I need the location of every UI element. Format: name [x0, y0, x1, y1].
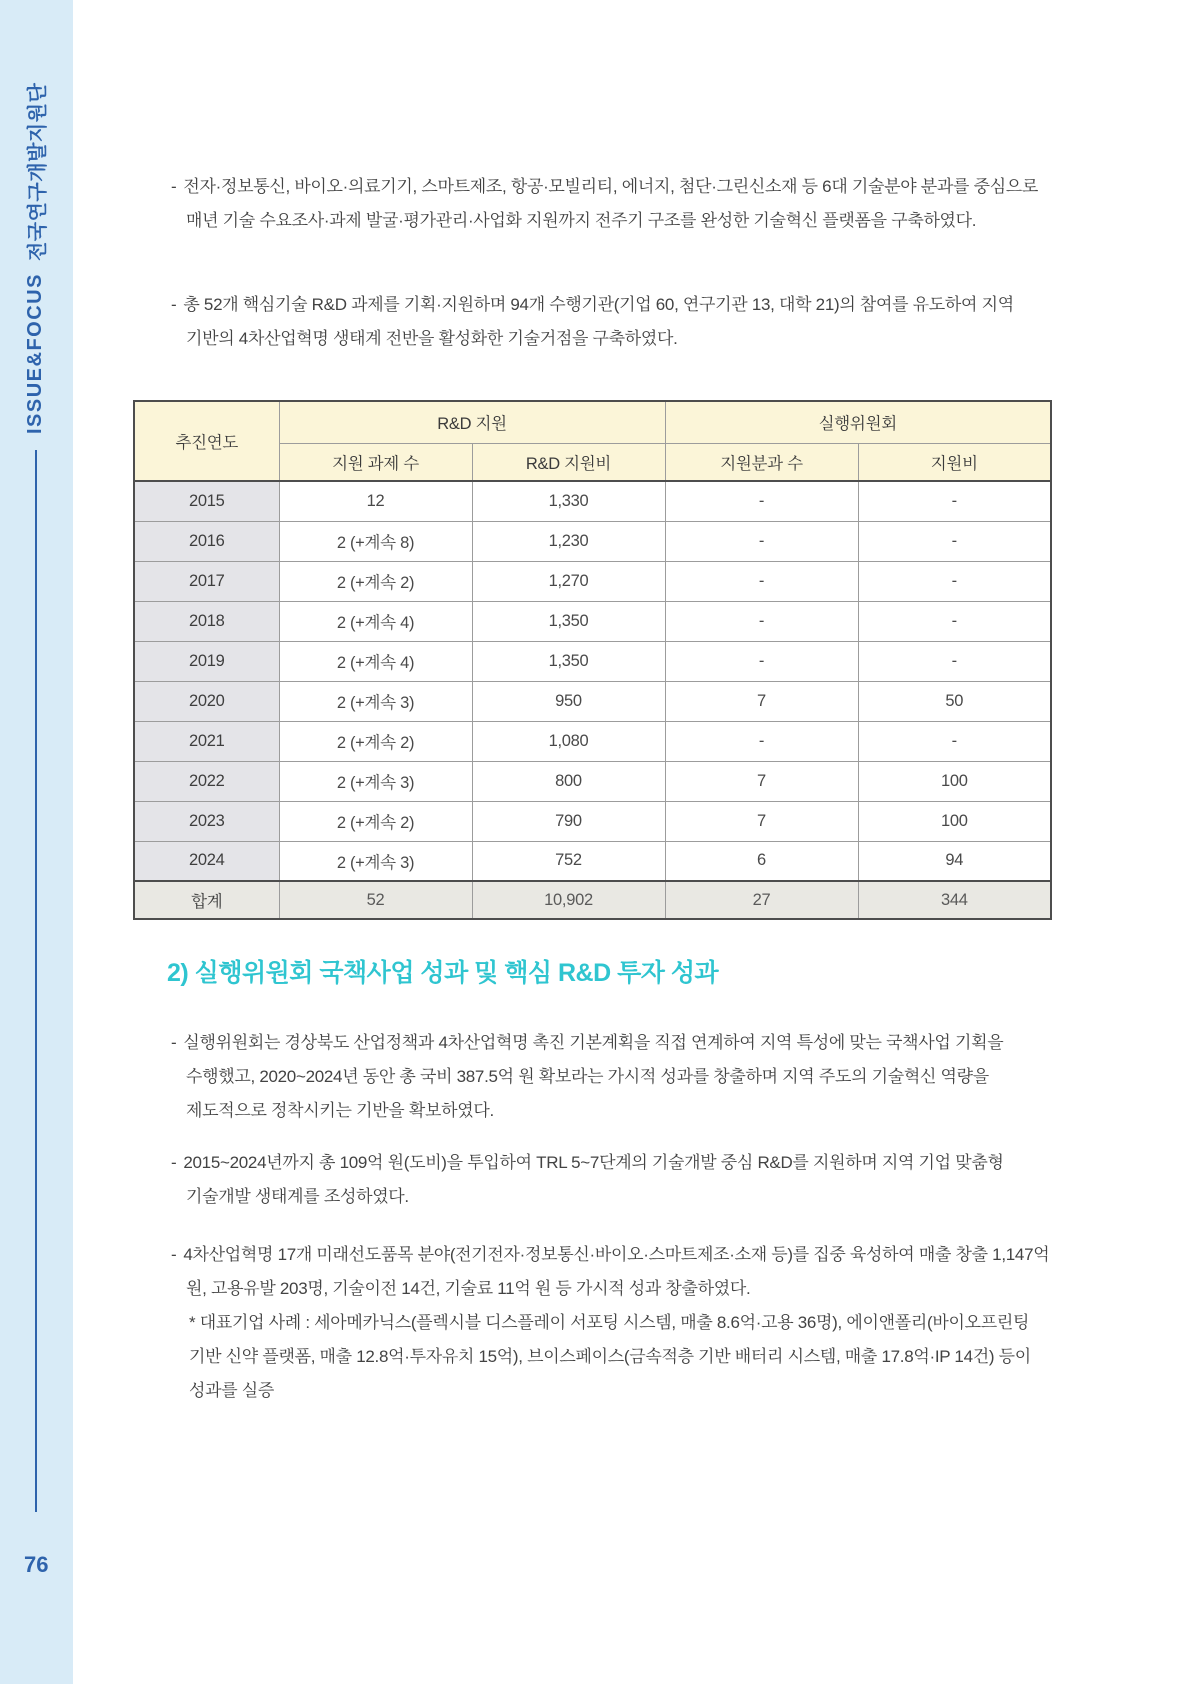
- table-row: [134, 801, 1051, 841]
- cell-year: 2022: [134, 761, 279, 801]
- cell-fee: -: [858, 641, 1051, 681]
- bullet-dash: -: [171, 1153, 177, 1172]
- col-header-support-fee: 지원비: [858, 443, 1051, 481]
- cell-tasks: 2 (+계속 4): [279, 601, 472, 641]
- sidebar-rotated-label: [21, 83, 50, 1512]
- table-row: [134, 561, 1051, 601]
- cell-divisions: -: [665, 641, 858, 681]
- intro-paragraph-1: [171, 170, 1052, 238]
- cell-fee: -: [858, 721, 1051, 761]
- cell-tasks: 2 (+계속 2): [279, 561, 472, 601]
- cell-cost: 790: [472, 801, 665, 841]
- section2-paragraph-3-block: [171, 1238, 1052, 1408]
- cell-total-divisions: 27: [665, 881, 858, 919]
- section2-paragraph-3-text: 4차산업혁명 17개 미래선도품목 분야(전기전자·정보통신·바이오·스마트제조·소재 등)를 집중 육성하여 매출 창출 1,147억 원, 고용유발 203명, 기술이전 14건, 기술료 11억 원 등 가시적 성과 창출하였다.: [183, 1245, 1050, 1298]
- cell-fee: 94: [858, 841, 1051, 881]
- rnd-support-table-wrap: [133, 400, 1052, 920]
- col-header-division-count: 지원분과 수: [665, 443, 858, 481]
- bullet-dash: -: [171, 295, 177, 314]
- cell-fee: -: [858, 521, 1051, 561]
- cell-tasks: 2 (+계속 4): [279, 641, 472, 681]
- cell-fee: 100: [858, 761, 1051, 801]
- cell-fee: -: [858, 481, 1051, 521]
- col-header-task-count: 지원 과제 수: [279, 443, 472, 481]
- intro-paragraph-2-text: 총 52개 핵심기술 R&D 과제를 기획·지원하며 94개 수행기관(기업 60, 연구기관 13, 대학 21)의 참여를 유도하여 지역 기반의 4차산업혁명 생태계 전반을 활성화한 기술거점을 구축하였다.: [183, 295, 1014, 348]
- cell-year: 2015: [134, 481, 279, 521]
- cell-fee: -: [858, 601, 1051, 641]
- bullet-dash: -: [171, 1245, 177, 1264]
- rnd-support-table: [133, 400, 1052, 920]
- table-row: [134, 481, 1051, 521]
- cell-divisions: -: [665, 561, 858, 601]
- cell-divisions: -: [665, 721, 858, 761]
- cell-year: 2016: [134, 521, 279, 561]
- cell-total-label: 합계: [134, 881, 279, 919]
- cell-divisions: 7: [665, 681, 858, 721]
- cell-divisions: 6: [665, 841, 858, 881]
- col-header-year: 추진연도: [134, 401, 279, 481]
- cell-year: 2017: [134, 561, 279, 601]
- cell-divisions: -: [665, 521, 858, 561]
- col-group-committee: 실행위원회: [665, 401, 1051, 443]
- cell-cost: 800: [472, 761, 665, 801]
- table-row: [134, 641, 1051, 681]
- cell-divisions: -: [665, 601, 858, 641]
- table-row: [134, 841, 1051, 881]
- table-row: [134, 761, 1051, 801]
- sidebar-strip: [0, 0, 73, 1684]
- table-row: [134, 601, 1051, 641]
- cell-tasks: 2 (+계속 2): [279, 801, 472, 841]
- cell-year: 2019: [134, 641, 279, 681]
- cell-total-cost: 10,902: [472, 881, 665, 919]
- table-total-row: [134, 881, 1051, 919]
- section2-paragraph-2-text: 2015~2024년까지 총 109억 원(도비)을 투입하여 TRL 5~7단계의 기술개발 중심 R&D를 지원하며 지역 기업 맞춤형 기술개발 생태계를 조성하였다.: [183, 1153, 1004, 1206]
- cell-cost: 1,330: [472, 481, 665, 521]
- section2-paragraph-2: [171, 1146, 1052, 1214]
- bullet-dash: -: [171, 1033, 177, 1052]
- section2-paragraph-1-text: 실행위원회는 경상북도 산업정책과 4차산업혁명 촉진 기본계획을 직접 연계하여 지역 특성에 맞는 국책사업 기획을 수행했고, 2020~2024년 동안 총 국비 387.5억 원 확보라는 가시적 성과를 창출하며 지역 주도의 기술혁신 역량을 제도적으로 정착시키는 기반을 확보하였다.: [183, 1033, 1004, 1120]
- cell-total-fee: 344: [858, 881, 1051, 919]
- cell-cost: 1,350: [472, 641, 665, 681]
- sidebar-series-label: ISSUE&FOCUS: [24, 273, 46, 434]
- col-header-rnd-cost: R&D 지원비: [472, 443, 665, 481]
- sidebar-org-label: 전국연구개발지원단: [27, 82, 49, 262]
- cell-year: 2023: [134, 801, 279, 841]
- cell-cost: 1,350: [472, 601, 665, 641]
- cell-year: 2018: [134, 601, 279, 641]
- cell-year: 2021: [134, 721, 279, 761]
- section2-paragraph-3-note: * 대표기업 사례 : 세아메카닉스(플렉시블 디스플레이 서포팅 시스템, 매출 8.6억·고용 36명), 에이앤폴리(바이오프린팅 기반 신약 플랫폼, 매출 12.8억·투자유치 15억), 브이스페이스(금속적층 기반 배터리 시스템, 매출 17.8억·IP 14건) 등이 성과를 실증: [189, 1313, 1031, 1400]
- page-number: 76: [24, 1552, 49, 1577]
- cell-year: 2024: [134, 841, 279, 881]
- cell-fee: -: [858, 561, 1051, 601]
- cell-fee: 50: [858, 681, 1051, 721]
- bullet-dash: -: [171, 177, 177, 196]
- cell-cost: 1,230: [472, 521, 665, 561]
- table-row: [134, 521, 1051, 561]
- table-row: [134, 721, 1051, 761]
- cell-tasks: 12: [279, 481, 472, 521]
- cell-cost: 1,270: [472, 561, 665, 601]
- cell-tasks: 2 (+계속 3): [279, 681, 472, 721]
- section2-paragraph-3: [171, 1238, 1052, 1306]
- section-heading: 2) 실행위원회 국책사업 성과 및 핵심 R&D 투자 성과: [167, 959, 719, 987]
- cell-divisions: 7: [665, 801, 858, 841]
- section2-paragraph-1: [171, 1026, 1052, 1128]
- cell-cost: 1,080: [472, 721, 665, 761]
- cell-tasks: 2 (+계속 2): [279, 721, 472, 761]
- cell-divisions: 7: [665, 761, 858, 801]
- col-group-rnd-support: R&D 지원: [279, 401, 665, 443]
- cell-total-tasks: 52: [279, 881, 472, 919]
- cell-tasks: 2 (+계속 8): [279, 521, 472, 561]
- cell-divisions: -: [665, 481, 858, 521]
- cell-tasks: 2 (+계속 3): [279, 761, 472, 801]
- table-row: [134, 681, 1051, 721]
- cell-fee: 100: [858, 801, 1051, 841]
- cell-cost: 950: [472, 681, 665, 721]
- cell-year: 2020: [134, 681, 279, 721]
- intro-paragraph-2: [171, 288, 1052, 356]
- main-content: [167, 0, 1052, 1684]
- cell-tasks: 2 (+계속 3): [279, 841, 472, 881]
- intro-paragraph-1-text: 전자·정보통신, 바이오·의료기기, 스마트제조, 항공·모빌리티, 에너지, 첨단·그린신소재 등 6대 기술분야 분과를 중심으로 매년 기술 수요조사·과제 발굴·평가관리·사업화 지원까지 전주기 구조를 완성한 기술혁신 플랫폼을 구축하였다.: [183, 177, 1039, 230]
- sidebar-rule-line: [35, 450, 37, 1512]
- cell-cost: 752: [472, 841, 665, 881]
